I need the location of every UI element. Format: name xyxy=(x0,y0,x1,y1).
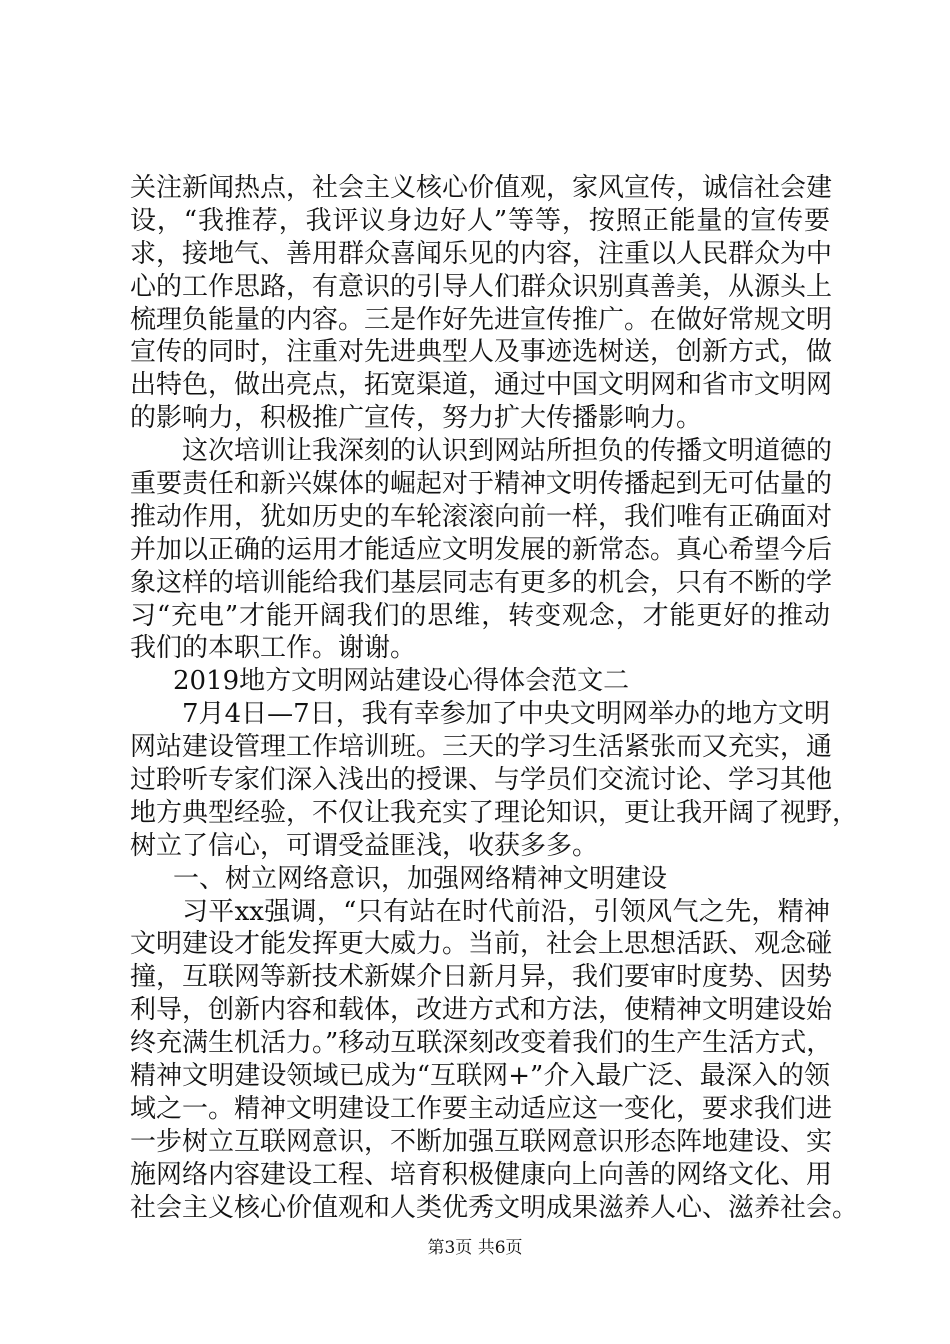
text-line: 一步树立互联网意识，不断加强互联网意识形态阵地建设、实 xyxy=(130,1126,833,1157)
text-line: 求，接地气、善用群众喜闻乐见的内容，注重以人民群众为中 xyxy=(130,238,833,269)
text-line: 文明建设才能发挥更大威力。当前，社会上思想活跃、观念碰 xyxy=(130,929,833,960)
text-line: 社会主义核心价值观和人类优秀文明成果滋养人心、滋养社会。 xyxy=(130,1192,859,1223)
text-line: 推动作用，犹如历史的车轮滚滚向前一样，我们唯有正确面对 xyxy=(130,501,833,532)
text-line: 并加以正确的运用才能适应文明发展的新常态。真心希望今后 xyxy=(130,534,833,565)
text-line: 习平xx强调，“只有站在时代前沿，引领风气之先，精神 xyxy=(182,896,830,927)
text-line: 利导，创新内容和载体，改进方式和方法，使精神文明建设始 xyxy=(130,995,833,1026)
text-line: 一、树立网络意识，加强网络精神文明建设 xyxy=(173,863,668,894)
text-line: 出特色，做出亮点，拓宽渠道，通过中国文明网和省市文明网 xyxy=(130,370,833,401)
section-heading xyxy=(130,863,830,896)
page-footer: 第3页 共6页 xyxy=(427,1238,523,1258)
text-line: 梳理负能量的内容。三是作好先进宣传推广。在做好常规文明 xyxy=(130,304,833,335)
text-line: 宣传的同时，注重对先进典型人及事迹选树送，创新方式，做 xyxy=(130,337,833,368)
text-line: 重要责任和新兴媒体的崛起对于精神文明传播起到无可估量的 xyxy=(130,469,833,500)
text-line: 象这样的培训能给我们基层同志有更多的机会，只有不断的学 xyxy=(130,567,833,598)
paragraph xyxy=(130,698,859,862)
paragraph xyxy=(130,435,833,665)
paragraph xyxy=(130,172,833,435)
section-heading xyxy=(130,665,830,698)
paragraph xyxy=(130,896,859,1225)
text-line: 撞，互联网等新技术新媒介日新月异，我们要审时度势、因势 xyxy=(130,962,833,993)
text-line: 地方典型经验，不仅让我充实了理论知识，更让我开阔了视野， xyxy=(130,797,859,828)
text-line: 心的工作思路，有意识的引导人们群众识别真善美，从源头上 xyxy=(130,271,833,302)
text-line: 树立了信心，可谓受益匪浅，收获多多。 xyxy=(130,830,599,861)
text-line: 关注新闻热点，社会主义核心价值观，家风宣传，诚信社会建 xyxy=(130,173,833,203)
text-line: 7月4日—7日，我有幸参加了中央文明网举办的地方文明 xyxy=(182,699,830,730)
text-line: 习“充电”才能开阔我们的思维，转变观念，才能更好的推动 xyxy=(130,600,830,631)
text-line: 过聆听专家们深入浅出的授课、与学员们交流讨论、学习其他 xyxy=(130,765,833,796)
document-body xyxy=(130,172,859,1225)
text-line: 2019地方文明网站建设心得体会范文二 xyxy=(173,666,630,697)
text-line: 施网络内容建设工程、培育积极健康向上向善的网络文化、用 xyxy=(130,1159,833,1190)
text-line: 这次培训让我深刻的认识到网站所担负的传播文明道德的 xyxy=(182,436,833,467)
text-line: 精神文明建设领域已成为“互联网+”介入最广泛、最深入的领 xyxy=(130,1061,830,1092)
text-line: 设，“我推荐，我评议身边好人”等等，按照正能量的宣传要 xyxy=(130,205,830,236)
text-line: 网站建设管理工作培训班。三天的学习生活紧张而又充实，通 xyxy=(130,732,833,763)
text-line: 域之一。精神文明建设工作要主动适应这一变化，要求我们进 xyxy=(130,1093,833,1124)
text-line: 的影响力，积极推广宣传，努力扩大传播影响力。 xyxy=(130,403,703,434)
text-line: 终充满生机活力。”移动互联深刻改变着我们的生产生活方式， xyxy=(130,1028,833,1059)
text-line: 我们的本职工作。谢谢。 xyxy=(130,633,417,664)
